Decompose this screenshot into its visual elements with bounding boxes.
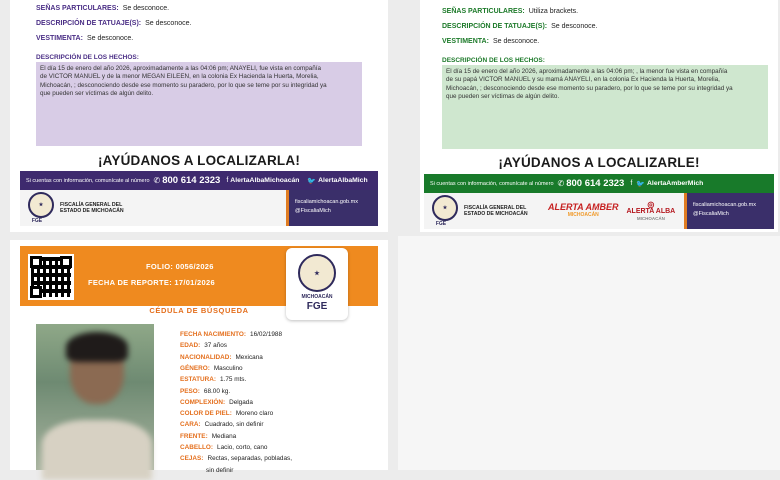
field-value: 68.00 kg.	[203, 387, 231, 395]
blank-area	[398, 236, 780, 470]
help-heading: ¡AYÚDANOS A LOCALIZARLA!	[97, 153, 301, 168]
fge-seal-icon: ★	[432, 195, 458, 221]
hechos-line: Michoacán, ; desconociendo desde ese momento su paradero, por lo que se teme por su integridad ya	[446, 84, 733, 92]
org-name: FISCALÍA GENERAL DEL ESTADO DE MICHOACÁN	[464, 204, 528, 217]
alert-sheet-alba	[10, 0, 388, 232]
website: fiscaliamichoacan.gob.mx	[295, 199, 358, 205]
facebook-icon: f	[630, 180, 633, 187]
fge-name: FGE	[306, 301, 328, 312]
field-label: GÉNERO:	[180, 364, 210, 372]
field-value: Moreno claro	[235, 410, 274, 418]
field-value: Rectas, separadas, pobladas,	[207, 455, 293, 463]
person-field-row	[180, 467, 233, 474]
phone-icon: ✆	[557, 179, 565, 188]
hechos-line: de VICTOR MANUEL y de la menor MEGAN EILEEN, en la colonia Ex Hacienda la Huerta, Morelia,	[40, 73, 319, 81]
hechos-line: El día 15 de enero del año 2026, aproximadamente a las 04:06 pm; , la menor fue vista en compañía	[446, 68, 728, 75]
field-value: Mexicana	[235, 353, 263, 361]
tatuajes-label: DESCRIPCIÓN DE TATUAJE(S):	[442, 23, 548, 30]
hechos-line: Michoacán, ; desconociendo desde ese momento su paradero, por lo que se teme por su integridad ya	[40, 81, 327, 89]
footer	[424, 193, 774, 229]
photo-body	[42, 420, 152, 480]
fge-logo	[424, 195, 458, 227]
hechos-box	[36, 62, 362, 146]
field-label: EDAD:	[180, 342, 201, 350]
twitter-icon: 🐦	[307, 177, 317, 185]
qr-code-icon	[28, 254, 74, 300]
tatuajes-field	[442, 23, 597, 30]
field-label: FECHA NACIMIENTO:	[180, 331, 247, 338]
amber-sub: MICHOACÁN	[567, 212, 599, 218]
field-label: PESO:	[180, 387, 200, 395]
phone-icon: ✆	[153, 176, 161, 185]
field-label: CABELLO:	[180, 444, 214, 451]
field-label: COMPLEXIÓN:	[180, 398, 226, 406]
fge-logo	[20, 192, 54, 224]
twitter-handle: AlertaAmberMich	[647, 180, 704, 187]
senas-label: SEÑAS PARTICULARES:	[36, 5, 119, 12]
vestimenta-field	[36, 35, 133, 42]
field-value: 16/02/1988	[250, 331, 283, 338]
vestimenta-field	[442, 38, 539, 45]
fge-text: FGE	[31, 218, 43, 224]
info-bar	[20, 171, 378, 190]
hechos-box	[442, 65, 768, 149]
alba-icon: ◎	[647, 199, 655, 209]
field-value: Cuadrado, sin definir	[204, 421, 264, 429]
facebook-handle: AlertaAlbaMichoacán	[230, 177, 300, 184]
field-value: Lacio, corto, cano	[217, 444, 268, 451]
alerta-alba-logo	[627, 201, 676, 222]
hechos-line: que pueden ser víctimas de algún delito.	[40, 90, 154, 98]
website-handle: @FiscaliaMich	[693, 211, 729, 217]
field-value: Mediana	[211, 432, 237, 440]
hechos-title: DESCRIPCIÓN DE LOS HECHOS:	[36, 54, 139, 61]
person-field-row	[180, 376, 246, 383]
cedula-title: CÉDULA DE BÚSQUEDA	[149, 306, 249, 315]
senas-field	[36, 5, 169, 12]
senas-value: Utiliza brackets.	[528, 8, 579, 15]
info-text: Si cuentas con información, comunícate al número	[26, 177, 150, 184]
fge-seal-icon: ★	[298, 254, 336, 292]
person-field-row	[180, 365, 243, 372]
hechos-line: que pueden ser víctimas de algún delito.	[446, 93, 560, 101]
alba-text: ALERTA ALBA	[626, 207, 676, 215]
alerta-amber-logo	[548, 203, 619, 219]
person-photo	[36, 324, 154, 470]
vestimenta-label: VESTIMENTA:	[36, 35, 83, 42]
info-text: Si cuentas con información, comunícate al número	[430, 180, 554, 187]
fge-state: MICHOACÁN	[301, 294, 333, 300]
hechos-line: de su papá VICTOR MANUEL y su mamá ANAYELI, en la colonia Ex Hacienda la Huerta, Morelia,	[446, 76, 720, 84]
fecha-reporte: FECHA DE REPORTE: 17/01/2026	[88, 278, 215, 287]
phone-number: 800 614 2323	[566, 178, 625, 189]
facebook-icon: f	[226, 177, 229, 184]
field-value: Delgada	[229, 398, 253, 406]
fge-text: FGE	[435, 221, 447, 227]
person-field-row	[180, 342, 227, 349]
person-field-row	[180, 331, 282, 338]
alert-sheet-amber	[420, 0, 778, 232]
fge-seal-icon: ★	[28, 192, 54, 218]
folio: FOLIO: 0056/2026	[146, 262, 214, 271]
tatuajes-value: Se desconoce.	[551, 23, 598, 30]
field-label: CARA:	[180, 421, 201, 429]
qr-finder	[30, 256, 42, 268]
info-bar	[424, 174, 774, 193]
contact-box	[684, 193, 774, 229]
person-field-row	[180, 433, 236, 440]
person-field-row	[180, 354, 263, 361]
amber-text: ALERTA AMBER	[548, 202, 619, 212]
person-field-row	[180, 455, 292, 462]
tatuajes-field	[36, 20, 191, 27]
person-field-row	[180, 410, 273, 417]
website-handle: @FiscaliaMich	[295, 208, 331, 214]
field-value: sin definir	[206, 466, 234, 474]
field-label: ESTATURA:	[180, 376, 216, 384]
hechos-title: DESCRIPCIÓN DE LOS HECHOS:	[442, 57, 545, 64]
fge-badge	[286, 248, 348, 320]
website: fiscaliamichoacan.gob.mx	[693, 202, 756, 208]
help-heading: ¡AYÚDANOS A LOCALIZARLE!	[498, 155, 700, 170]
senas-label: SEÑAS PARTICULARES:	[442, 8, 525, 15]
org-name: FISCALÍA GENERAL DEL ESTADO DE MICHOACÁN	[60, 201, 124, 214]
vestimenta-value: Se desconoce.	[492, 38, 540, 45]
person-field-row	[180, 399, 253, 406]
field-label: COLOR DE PIEL:	[180, 410, 232, 418]
contact-box	[286, 190, 378, 226]
field-value: 37 años	[204, 342, 227, 350]
field-value: Masculino	[213, 364, 243, 372]
field-value: 1.75 mts.	[219, 376, 247, 384]
person-field-row	[180, 388, 230, 395]
alba-sub: MICHOACÁN	[636, 215, 665, 221]
field-label: CEJAS:	[180, 455, 204, 463]
qr-finder	[60, 256, 72, 268]
phone-number: 800 614 2323	[162, 175, 221, 186]
senas-value: Se desconoce.	[122, 5, 170, 12]
footer	[20, 190, 378, 226]
tatuajes-value: Se desconoce.	[145, 20, 192, 27]
qr-finder	[30, 286, 42, 298]
twitter-handle: AlertaAlbaMich	[318, 177, 368, 184]
twitter-icon: 🐦	[636, 180, 646, 188]
field-label: NACIONALIDAD:	[180, 353, 232, 361]
field-label: FRENTE:	[180, 432, 208, 440]
tatuajes-label: DESCRIPCIÓN DE TATUAJE(S):	[36, 20, 142, 27]
person-field-row	[180, 421, 264, 428]
search-card	[10, 240, 388, 474]
photo-hair	[66, 332, 128, 362]
person-field-row	[180, 444, 267, 451]
vestimenta-value: Se desconoce.	[86, 35, 134, 42]
senas-field	[442, 8, 578, 15]
hechos-line: El día 15 de enero del año 2026, aproximadamente a las 04:06 pm; ANAYELI, fue vista en compañía	[40, 65, 321, 72]
vestimenta-label: VESTIMENTA:	[442, 38, 489, 45]
